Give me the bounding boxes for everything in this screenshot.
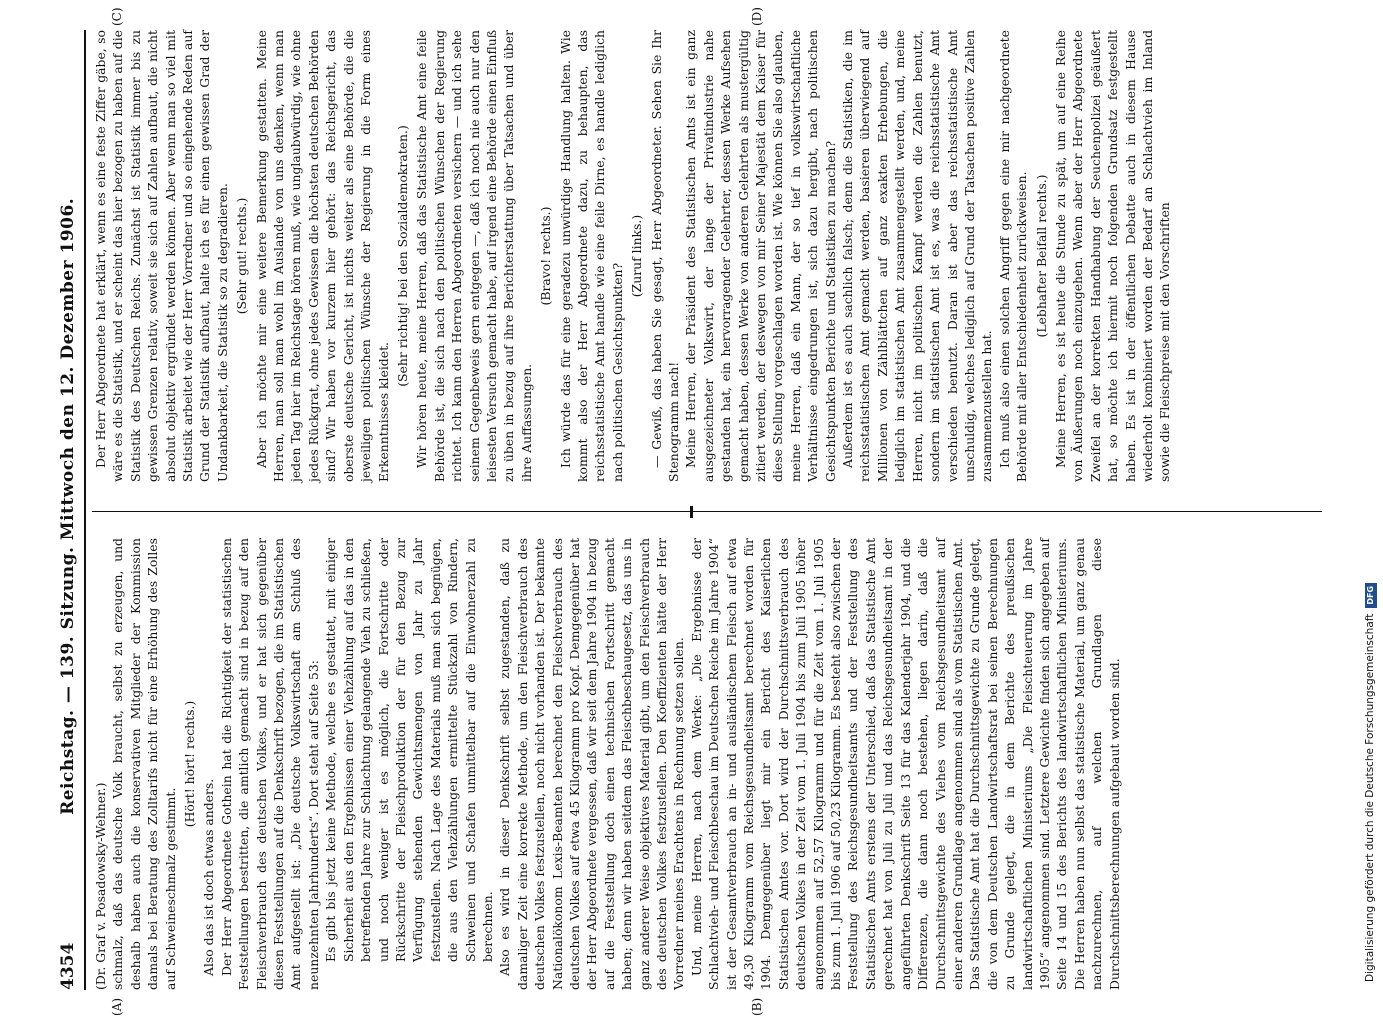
paragraph: Aber ich möchte mir eine weitere Bemerkung gestatten. Meine Herren, man soll man wohl im Auslande von uns denken, wenn man jeden Tag hier im Reichstage hören muß, wie unglaubwürdig, wie ohne jedes Rückgrat, ohne jedes Gewissen die höchsten deutschen Behörden sind? Wir haben vor kurzem hier gehört: das Reichsgericht, das oberste deutsche Gericht, ist nichts weiter als eine Behörde, die die jeweiligen politischen Wünsche der Regierung in die Form eines Erkenntnisses kleidet. [253, 30, 391, 482]
paragraph: Meine Herren, der Präsident des Statistischen Amts ist ein ganz ausgezeichneter Volkswirt, der lange der Privatindustrie nahe gestanden hat, ein hervorragender Gelehrter, dessen Werke Aufsehen gemacht haben, dessen Werke von anderen Gelehrten als mustergültig zitiert werden, der deswegen von mir Seiner Majestät dem Kaiser für diese Stellung vorgeschlagen worden ist. Wie können Sie also glauben, meine Herren, daß ein Mann, der so tief in volkswirtschaftliche Verhältnisse eingedrungen ist, sich dazu hergibt, nach politischen Gesichtspunkten Berichte und Statistiken zu machen? [683, 30, 838, 482]
paragraph: Der Herr Abgeordnete Gothein hat die Richtigkeit der statistischen Feststellungen bestritten, die amtlich gemacht sind in bezug auf den Fleischverbrauch des deutschen Volkes, und er hat sich gegenüber diesen Feststellungen auf die Denkschrift bezogen, die im Statistischen Amt aufgestellt ist: „Die deutsche Volkswirtschaft am Schluß des neunzehnten Jahrhunderts“. Dort steht auf Seite 53: [218, 538, 321, 990]
digitization-credit [1357, 0, 1379, 1000]
margin-letter-c: (C) [110, 7, 124, 26]
speaker-line: (Dr. Graf v. Posadowsky-Wehner.) [93, 782, 108, 990]
credit-text-line [1359, 10, 1381, 990]
interjection: (Zuruf links.) [629, 214, 645, 298]
paragraph: Also es wird in dieser Denkschrift selbst zugestanden, daß zu damaliger Zeit eine korrekte Methode, um den Fleischverbrauch des deutschen Volkes festzustellen, noch nicht vorhanden ist. Der bekannte Nationalökonom Lexis-Beamten berechnet den Fleischverbrauch des deutschen Volkes auf etwa 45 Kilogramm pro Kopf. Demgegenüber hat der Herr Abgeordnete vergessen, daß wir seit dem Jahre 1904 in bezug auf die Feststellung doch einen technischen Fortschritt gemacht haben; denn wir haben seitdem das Fleischbeschaugesetz, das uns in ganz anderer Weise objektives Material gibt, um den Fleischverbrauch des deutschen Volkes festzustellen. Den Koeffizienten hätte der Herr Vorredner meines Erachtens in Rechnung setzen sollen. [497, 538, 687, 990]
paragraph: — Gewiß, das haben Sie gesagt, Herr Abgeordneter. Sehen Sie Ihr Stenogramm nach! [648, 30, 681, 482]
margin-letter-a: (A) [110, 997, 124, 1016]
paragraph: Wir hören heute, meine Herren, daß das Statistische Amt eine feile Behörde ist, die sich nach den politischen Wünschen der Regierung richtet. Ich kann den Herren Abgeordneten versichern — und ich sehe seinem Gegenbeweis gern entgegen —, daß ich noch nie auch nur den leisesten Versuch gemacht habe, auf irgend eine Behörde einen Einfluß zu üben in bezug auf ihre Berichterstattung über Tatsachen und über ihre Auffassungen. [414, 30, 534, 482]
credit-text: Digitalisierung gefördert durch die Deutsche Forschungsgemeinschaft [1364, 613, 1376, 982]
interjection: (Sehr gut! rechts.) [234, 197, 250, 315]
margin-letter-b: (B) [750, 997, 764, 1016]
page-header [50, 30, 86, 990]
paragraph: Und, meine Herren, nach dem Werke: „Die Ergebnisse der Schlachtvieh- und Fleischbeschau im Deutschen Reiche im Jahre 1904“ ist der Gesamtverbrauch an in- und ausländischem Fleisch auf etwa 49,30 Kilogramm vom Reichsgesundheitsamt berechnet worden für 1904. Demgegenüber liegt mir ein Bericht des Kaiserlichen Statistischen Amtes vor. Dort wird der Durchschnittsverbrauch des deutschen Volkes in der Zeit vom 1. Juli 1904 bis zum Juli 1905 höher angenommen auf 52,57 Kilogramm und für die Zeit vom 1. Juli 1905 bis zum 1. Juli 1906 auf 50,23 Kilogramm. Es besteht also zwischen der Feststellung des Reichsgesundheitsamts und der Feststellung des Statistischen Amts erstens der Unterschied, daß das Statistische Amt gerechnet hat von Juli zu Juli und das Reichsgesundheitsamt in der angeführten Denkschrift Seite 13 für das Kalenderjahr 1904, und die Differenzen, die dann noch bestehen, liegen darin, daß die Durchschnittsgewichte des Viehes vom Reichsgesundheitsamt auf einer anderen Grundlage angenommen sind als vom Statistischen Amt. Das Statistische Amt hat die Durchschnittsgewichte zu Grunde gelegt, die von dem Deutschen Landwirtschaftsrat bei seinen Berechnungen zu Grunde gelegt, die in dem Berichte des preußischen landwirtschaftlichen Ministeriums „Die Fleischteuerung im Jahre 1905“ angenommen sind. Letztere Gewichte finden sich angegeben auf Seite 14 und 15 des Berichts des landwirtschaftlichen Ministeriums. Die Herren haben nun selbst das statistische Material, um ganz genau nachzurechnen, auf welchen Grundlagen diese Durchschnittsberechnungen aufgebaut worden sind. [688, 538, 1122, 990]
paragraph: schmalz, daß das deutsche Volk braucht, selbst zu erzeugen, und deshalb haben auch die konservativen Mitglieder der Kommission damals bei Beratung des Zolltarifs nicht für eine Erhöhung des Zolles auf Schweineschmalz gestimmt. [110, 538, 178, 990]
margin-letter-d: (D) [750, 7, 764, 26]
left-column [92, 538, 1123, 990]
right-column [92, 30, 1174, 482]
paragraph: Der Herr Abgeordnete hat erklärt, wenn es eine feste Ziffer gäbe, so wäre es die Statistik, und er scheint das hier bezogen zu haben auf die Statistik des Deutschen Reichs. Zunächst ist Statistik immer bis zu gewissen Grenzen relativ, soweit sie sich auf Zahlen aufbaut, die nicht absolut objektiv ergründet werden können. Aber wenn man so viel mit Statistik arbeitet wie der Herr Vorredner und so eingehende Reden auf Grund der Statistik aufbaut, halte ich es für einen gewissen Grad der Undankbarkeit, die Statistik so zu degradieren. [93, 30, 230, 482]
divider-mark [690, 506, 693, 518]
interjection: (Lebhafter Beifall rechts.) [1033, 174, 1049, 338]
interjection: (Hört! hört! rechts.) [182, 700, 198, 828]
page-number: 4354 [58, 942, 78, 990]
paragraph: Also das ist doch etwas anders. [201, 778, 217, 976]
interjection: (Bravo! rechts.) [538, 206, 554, 306]
paragraph: Ich muß also einen solchen Angriff gegen eine mir nachgeordnete Behörde mit aller Entschiedenheit zurückweisen. [996, 30, 1030, 482]
column-divider [92, 511, 1322, 512]
document-page [50, 7, 1350, 1016]
dfg-logo-icon: DFG [1365, 583, 1377, 608]
quotation: Es gibt bis jetzt keine Methode, welche es gestattet, mit einiger Sicherheit aus den Ergebnissen einer Viehzählung auf das in den betreffenden Jahre zur Schlachtung gelangende Vieh zu schließen, und noch weniger ist es möglich, die Fortschritte oder Rückschritte der Fleischproduktion der für den Bezug zur Verfügung stehenden Gewichtsmengen von Jahr zu Jahr festzustellen. Nach Lage des Materials muß man sich begnügen, die aus den Viehzählungen ermittelte Stückzahl von Rindern, Schweinen und Schafen unmittelbar auf die Einwohnerzahl zu berechnen. [323, 538, 495, 962]
interjection: (Sehr richtig! bei den Sozialdemokraten.) [394, 125, 410, 387]
paragraph: Ich würde das für eine geradezu unwürdige Handlung halten. Wie kommt also der Herr Abgeordnete dazu, zu behaupten, das reichsstatistische Amt handle wie eine feile Dirne, es handle lediglich nach politischen Gesichtspunkten? [557, 30, 625, 482]
session-title: Reichstag. — 139. Sitzung. Mittwoch den 12. Dezember 1906. [58, 197, 78, 815]
paragraph: Meine Herren, es ist heute die Stunde zu spät, um auf eine Reihe von Äußerungen noch einzugehen. Wenn aber der Herr Abgeordnete Zweifel an der korrekten Handhabung der Seuchenpolizei geäußert hat, so möchte ich hiermit noch folgenden Grundsatz festgestellt haben. Es ist in der öffentlichen Debatte auch in diesem Hause wiederholt kombiniert worden der Bedarf an Schlachtvieh im Inland sowie die Fleischpreise mit den Vorschriften [1052, 30, 1173, 482]
paragraph: Außerdem ist es auch sachlich falsch; denn die Statistiken, die im reichsstatistischen Amt gemacht werden, basieren überwiegend auf Millionen von Zählblättchen auf ganz exakten Erhebungen, die lediglich im statistischen Amt zusammengestellt werden, und, meine Herren, nicht im politischen Kampf werden die Zahlen benutzt, sondern im statistischen Amt ist es, was die reichsstatistische Amt verschieden benutzt. Daran ist aber das reichsstatistische Amt unschuldig, welches lediglich auf Grund der Tatsachen positive Zahlen zusammenzustellen hat. [840, 30, 995, 482]
